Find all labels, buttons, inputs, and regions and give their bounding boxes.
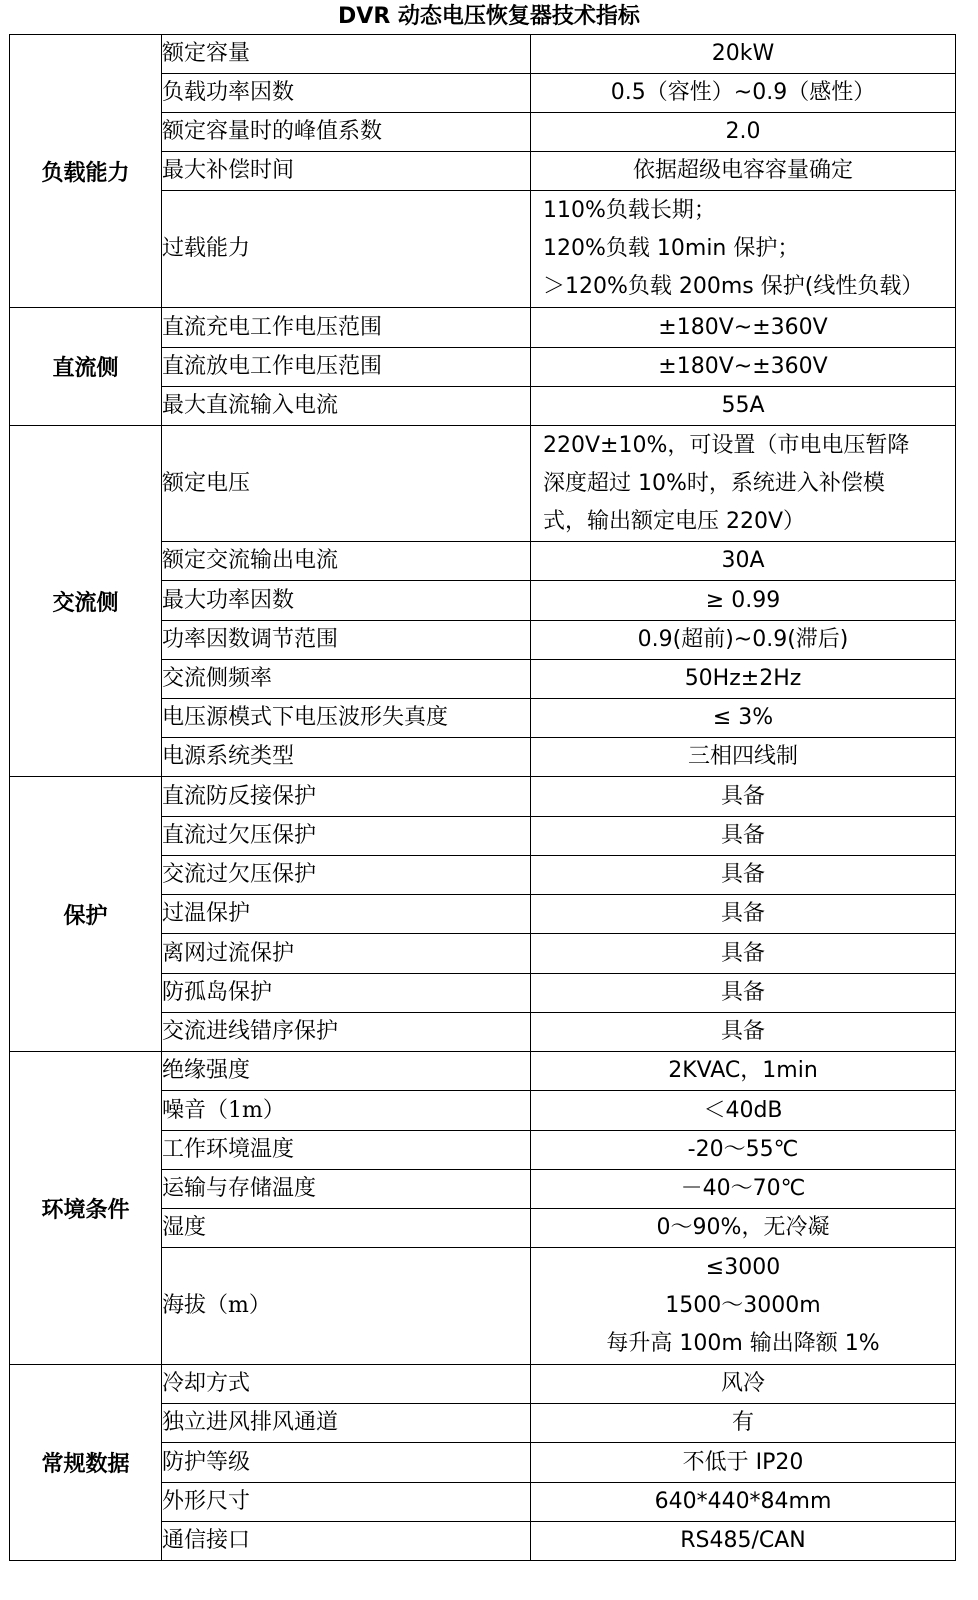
table-row [10,1052,956,1091]
value-line: 具备 [720,783,765,809]
param-value [531,1483,956,1522]
section-category: 交流侧 [10,426,162,777]
value-line: 50Hz±2Hz [684,666,802,691]
param-value [531,348,956,387]
param-name: 离网过流保护 [162,934,531,974]
table-row [10,308,956,348]
value-line: 风冷 [720,1371,765,1396]
param-value [531,895,956,934]
value-line: ＞120%负载 200ms 保护(线性负载） [543,274,924,299]
param-value [531,1443,956,1483]
param-value [531,1365,956,1404]
spec-table-body [10,35,956,1561]
value-line: 深度超过 10%时，系统进入补偿模 [543,470,885,496]
param-value [531,581,956,621]
value-line: 2.0 [725,119,761,144]
section-category: 直流侧 [10,308,162,426]
param-name: 工作环境温度 [162,1131,531,1170]
param-value [531,35,956,74]
param-value [531,152,956,191]
param-name: 独立进风排风通道 [162,1404,531,1443]
param-name: 防孤岛保护 [162,974,531,1013]
value-line: ±180V~±360V [658,314,828,340]
value-line: 具备 [720,901,765,926]
value-line: 不低于 IP20 [682,1449,804,1475]
param-value [531,1404,956,1443]
param-value [531,777,956,817]
param-value [531,699,956,738]
value-line: 式，输出额定电压 220V） [543,508,806,534]
param-value [531,387,956,426]
param-name: 额定容量 [162,35,531,74]
value-line: 具备 [720,940,765,966]
param-name: 海拔（m） [162,1248,531,1365]
value-line: -20～55℃ [687,1137,799,1162]
param-value [531,934,956,974]
param-name: 冷却方式 [162,1365,531,1404]
value-line: ≤ 3% [712,705,774,730]
param-value [531,621,956,660]
value-line: 具备 [720,980,765,1005]
param-name: 电压源模式下电压波形失真度 [162,699,531,738]
value-line: ≤3000 [705,1255,781,1280]
param-value [531,1248,956,1365]
value-line: 0～90%，无冷凝 [656,1215,830,1240]
param-name: 额定交流输出电流 [162,542,531,581]
value-line: 具备 [720,823,765,848]
value-line: 1500～3000m [665,1293,821,1318]
value-line: ＜40dB [703,1097,783,1123]
param-value [531,1522,956,1561]
value-line: 640*440*84mm [654,1489,832,1514]
value-line: 55A [721,393,765,418]
param-name: 外形尺寸 [162,1483,531,1522]
param-value [531,426,956,542]
param-name: 交流过欠压保护 [162,856,531,895]
param-value [531,856,956,895]
page-title: DVR 动态电压恢复器技术指标 [338,4,640,29]
value-line: 0.9(超前)~0.9(滞后) [637,627,849,652]
param-value [531,1013,956,1052]
value-line: 120%负载 10min 保护； [543,236,800,261]
param-value [531,74,956,113]
param-name: 运输与存储温度 [162,1170,531,1209]
table-row [10,35,956,74]
param-name: 过温保护 [162,895,531,934]
param-name: 防护等级 [162,1443,531,1483]
value-line: 每升高 100m 输出降额 1% [606,1331,880,1356]
param-name: 功率因数调节范围 [162,621,531,660]
param-value [531,660,956,699]
param-name: 额定容量时的峰值系数 [162,113,531,152]
param-name: 噪音（1m） [162,1091,531,1131]
param-name: 直流放电工作电压范围 [162,348,531,387]
value-line: 具备 [720,1019,765,1044]
value-line: 20kW [711,41,775,66]
param-value [531,191,956,308]
param-name: 湿度 [162,1209,531,1248]
value-line: 110%负载长期； [543,198,716,223]
value-line: －40～70℃ [680,1176,806,1201]
spec-table [9,34,956,1561]
section-category: 保护 [10,777,162,1052]
param-name: 直流防反接保护 [162,777,531,817]
section-category: 环境条件 [10,1052,162,1365]
value-line: 220V±10%，可设置（市电电压暂降 [543,432,910,458]
param-value [531,817,956,856]
param-value [531,1131,956,1170]
param-name: 最大功率因数 [162,581,531,621]
table-row [10,1365,956,1404]
param-name: 过载能力 [162,191,531,308]
param-value [531,974,956,1013]
value-line: 三相四线制 [687,744,798,769]
value-line: RS485/CAN [680,1528,806,1553]
param-value [531,308,956,348]
param-value [531,113,956,152]
param-name: 绝缘强度 [162,1052,531,1091]
param-name: 电源系统类型 [162,738,531,777]
section-category: 负载能力 [10,35,162,308]
param-value [531,738,956,777]
param-value [531,1170,956,1209]
value-line: ≥ 0.99 [705,587,781,613]
param-name: 直流充电工作电压范围 [162,308,531,348]
value-line: 30A [721,548,765,573]
param-name: 负载功率因数 [162,74,531,113]
param-name: 最大补偿时间 [162,152,531,191]
value-line: 0.5（容性）~0.9（感性） [610,80,876,105]
value-line: ±180V~±360V [658,354,828,379]
param-value [531,542,956,581]
param-name: 交流侧频率 [162,660,531,699]
param-name: 通信接口 [162,1522,531,1561]
param-name: 额定电压 [162,426,531,542]
param-value [531,1209,956,1248]
param-name: 交流进线错序保护 [162,1013,531,1052]
section-category: 常规数据 [10,1365,162,1561]
param-name: 直流过欠压保护 [162,817,531,856]
param-value [531,1091,956,1131]
value-line: 有 [731,1410,754,1435]
param-value [531,1052,956,1091]
value-line: 依据超级电容容量确定 [632,158,853,183]
value-line: 具备 [720,862,765,887]
value-line: 2KVAC，1min [668,1058,818,1083]
table-row [10,777,956,817]
table-row [10,426,956,542]
param-name: 最大直流输入电流 [162,387,531,426]
